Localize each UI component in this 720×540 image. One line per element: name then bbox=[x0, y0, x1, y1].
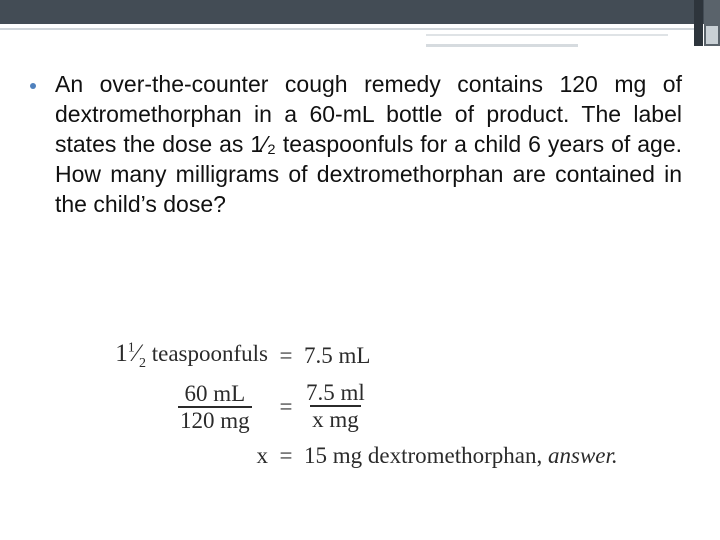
header-accent-line-short bbox=[426, 44, 578, 47]
solution-line-1-lhs bbox=[86, 340, 268, 372]
ratio-fraction-right bbox=[304, 381, 367, 433]
equals-sign: = bbox=[279, 394, 293, 419]
solution-line-1 bbox=[86, 338, 618, 374]
problem-text: An over-the-counter cough remedy contains 120 mg of dextromethorphan in a 60-mL bottle of product. The label states the dose as 1⁄₂ teaspoonfuls for a child 6 years of age. How many milligrams of dextromethorphan are contained in the child’s dose? bbox=[55, 71, 682, 217]
fraction-denominator: 120 mg bbox=[180, 407, 250, 433]
solution-line-3-lhs: x bbox=[256, 443, 268, 468]
fraction-denominator: x mg bbox=[312, 407, 359, 432]
solution-line-3 bbox=[86, 438, 618, 474]
equals-sign: = bbox=[279, 443, 293, 468]
answer-label: answer. bbox=[548, 443, 618, 468]
header-accent-line bbox=[426, 34, 668, 36]
solution-line-2 bbox=[86, 374, 618, 440]
bullet-dot-icon bbox=[30, 83, 36, 89]
ratio-fraction-left bbox=[178, 382, 252, 434]
mixed-number bbox=[115, 340, 146, 371]
mixed-slash: ⁄ bbox=[134, 340, 139, 367]
equals-sign: = bbox=[279, 343, 293, 368]
header-band bbox=[0, 0, 720, 24]
solution-line-3-rhs bbox=[304, 443, 618, 469]
header-edge-highlight bbox=[706, 26, 718, 44]
mixed-whole: 1 bbox=[115, 340, 128, 367]
fraction-numerator: 60 mL bbox=[184, 380, 246, 406]
solution-line-2-lhs bbox=[86, 381, 268, 434]
solution-line-1-rhs: 7.5 mL bbox=[304, 343, 371, 368]
problem-bullet bbox=[30, 69, 682, 219]
worked-solution bbox=[86, 338, 618, 474]
header-edge-block bbox=[694, 0, 703, 46]
mixed-frac-den: 2 bbox=[138, 356, 146, 371]
result-text: 15 mg dextromethorphan, bbox=[304, 443, 549, 468]
teaspoonfuls-label: teaspoonfuls bbox=[145, 341, 268, 366]
mixed-frac-num: 1 bbox=[127, 340, 135, 356]
header-rule bbox=[0, 28, 700, 30]
fraction-numerator: 7.5 ml bbox=[306, 380, 365, 405]
